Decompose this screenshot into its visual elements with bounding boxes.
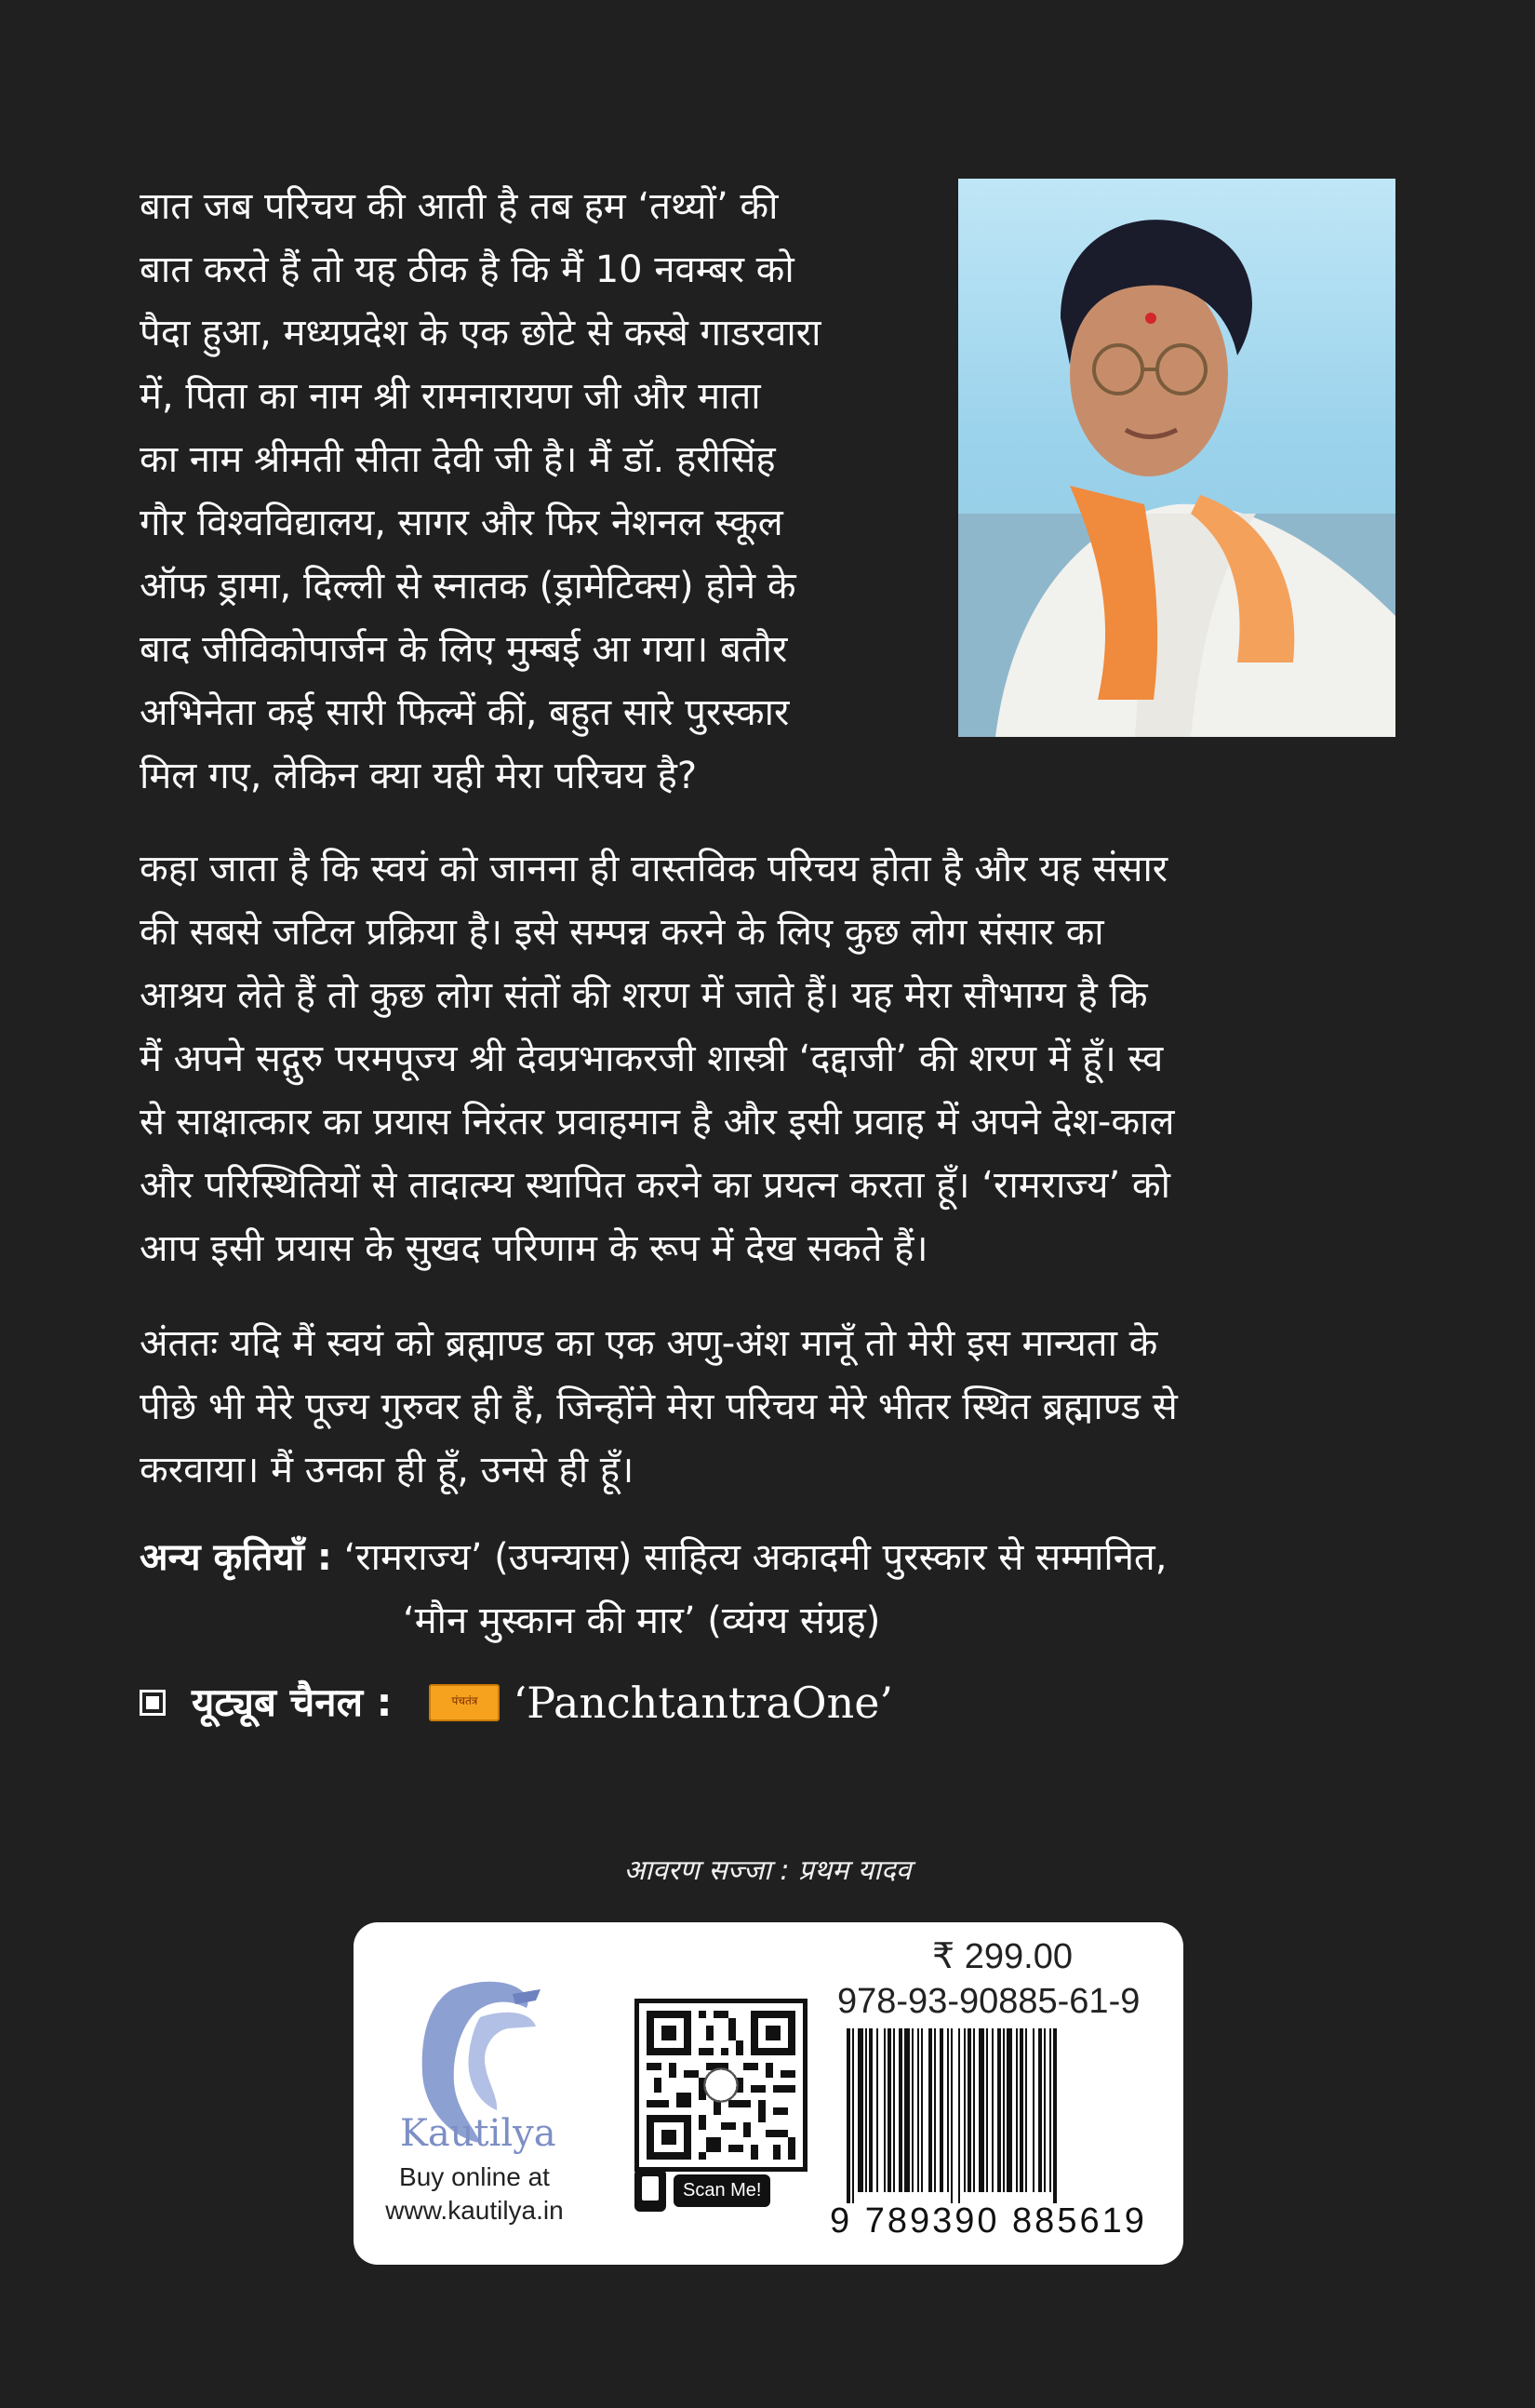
isbn: 978-93-90885-61-9 — [837, 1982, 1141, 2021]
paragraph-line: से साक्षात्कार का प्रयास निरंतर प्रवाहमान है और इसी प्रवाह में अपने देश-काल — [140, 1101, 1175, 1144]
intro-line: बात जब परिचय की आती है तब हम ‘तथ्यों’ की — [140, 185, 779, 228]
barcode-bar — [958, 2028, 960, 2203]
barcode-bar — [865, 2028, 867, 2192]
barcode-bar — [964, 2028, 966, 2192]
intro-line: का नाम श्रीमती सीता देवी जी है। मैं डॉ. हरीसिंह — [140, 438, 776, 481]
youtube-channel-name[interactable]: ‘PanchtantraOne’ — [513, 1678, 894, 1728]
barcode-bar — [852, 2028, 854, 2203]
closing-paragraph — [140, 1312, 1397, 1502]
barcode-bar — [904, 2028, 910, 2192]
buy-online-line: Buy online at — [399, 2162, 550, 2191]
scan-me-label: Scan Me! — [674, 2174, 770, 2207]
paragraph-line: की सबसे जटिल प्रक्रिया है। इसे सम्पन्न करने के लिए कुछ लोग संसार का — [140, 911, 1104, 954]
barcode-bar — [997, 2028, 1001, 2192]
barcode-bar — [893, 2028, 895, 2192]
youtube-channel — [140, 1675, 893, 1731]
buy-online-text — [376, 2161, 573, 2227]
intro-line: बात करते हैं तो यह ठीक है कि मैं 10 नवम्बर को — [140, 248, 794, 291]
intro-line: में, पिता का नाम श्री रामनारायण जी और माता — [140, 375, 761, 418]
youtube-label: यूट्यूब चैनल : — [192, 1679, 393, 1725]
barcode-bar — [921, 2028, 923, 2192]
barcode-bar — [1033, 2028, 1034, 2192]
barcode-bar — [1007, 2028, 1012, 2192]
other-works — [140, 1526, 1405, 1652]
author-intro-paragraph — [140, 175, 921, 808]
phone-icon — [634, 2169, 666, 2212]
barcode-bar — [1020, 2028, 1023, 2192]
barcode-bar — [979, 2028, 984, 2192]
self-knowledge-paragraph — [140, 837, 1397, 1280]
barcode-bar — [847, 2028, 850, 2203]
barcode-bar — [884, 2028, 886, 2192]
other-works-line: ‘मौन मुस्कान की मार’ (व्यंग्य संग्रह) — [403, 1599, 881, 1642]
barcode-bar — [951, 2028, 953, 2203]
barcode-bar — [968, 2028, 971, 2192]
publisher-name: Kautilya — [400, 2112, 556, 2155]
intro-line: गौर विश्वविद्यालय, सागर और फिर नेशनल स्कूल — [140, 502, 783, 544]
qr-pattern — [639, 2003, 803, 2167]
scan-me-row — [634, 2166, 808, 2214]
barcode-bar — [917, 2028, 919, 2192]
barcode-bar — [940, 2028, 943, 2192]
barcode-bar — [899, 2028, 902, 2192]
intro-line: मिल गए, लेकिन क्या यही मेरा परिचय है? — [140, 755, 698, 797]
price: ₹ 299.00 — [932, 1937, 1073, 1976]
bullet-square-icon — [140, 1690, 166, 1716]
barcode-digits: 9 789390 885619 — [830, 2201, 1147, 2241]
barcode-bar — [876, 2028, 878, 2192]
barcode-bar — [1053, 2028, 1057, 2203]
barcode-bar — [858, 2028, 863, 2192]
barcode-bar — [912, 2028, 914, 2192]
isbn-barcode — [845, 2028, 1142, 2203]
intro-line: ऑफ ड्रामा, दिल्ली से स्नातक (ड्रामेटिक्स) होने के — [140, 565, 796, 608]
intro-line: पैदा हुआ, मध्यप्रदेश के एक छोटे से कस्बे गाडरवारा — [140, 312, 821, 355]
author-portrait-illustration — [958, 179, 1395, 737]
barcode-bar — [1049, 2028, 1051, 2192]
barcode-bar — [1003, 2028, 1005, 2192]
barcode-bar — [947, 2028, 949, 2192]
paragraph-line: आप इसी प्रयास के सुखद परिणाम के रूप में देख सकते हैं। — [140, 1227, 928, 1270]
cover-design-credit: आवरण सज्जा : प्रथम यादव — [623, 1854, 912, 1887]
paragraph-line: आश्रय लेते हैं तो कुछ लोग संतों की शरण में जाते हैं। यह मेरा सौभाग्य है कि — [140, 974, 1148, 1017]
paragraph-line: और परिस्थितियों से तादात्म्य स्थापित करने का प्रयत्न करता हूँ। ‘रामराज्य’ को — [140, 1164, 1170, 1207]
barcode-bar — [973, 2028, 975, 2192]
intro-line: अभिनेता कई सारी फिल्में कीं, बहुत सारे पुरस्कार — [140, 691, 790, 734]
barcode-bar — [1044, 2028, 1046, 2192]
paragraph-line: अंततः यदि मैं स्वयं को ब्रह्माण्ड का एक अणु-अंश मानूँ तो मेरी इस मान्यता के — [140, 1322, 1158, 1365]
barcode-bar — [869, 2028, 873, 2192]
paragraph-line: करवाया। मैं उनका ही हूँ, उनसे ही हूँ। — [140, 1449, 634, 1492]
barcode-bar — [1016, 2028, 1018, 2192]
barcode-bar — [1038, 2028, 1042, 2192]
qr-code[interactable] — [634, 1999, 808, 2172]
other-works-line: ‘रामराज्य’ (उपन्यास) साहित्य अकादमी पुरस्कार से सम्मानित, — [343, 1536, 1168, 1579]
barcode-bar — [934, 2028, 936, 2192]
publisher-url[interactable]: www.kautilya.in — [385, 2196, 564, 2225]
panchtantra-logo-icon: पंचतंत्र — [429, 1684, 500, 1721]
barcode-bar — [928, 2028, 932, 2192]
intro-line: बाद जीविकोपार्जन के लिए मुम्बई आ गया। बतौर — [140, 628, 788, 671]
barcode-bar — [888, 2028, 891, 2192]
paragraph-line: पीछे भी मेरे पूज्य गुरुवर ही हैं, जिन्होंने मेरा परिचय मेरे भीतर स्थित ब्रह्माण्ड से — [140, 1385, 1178, 1428]
author-photo — [958, 179, 1395, 737]
barcode-bar — [992, 2028, 994, 2192]
barcode-bar — [1025, 2028, 1027, 2192]
paragraph-line: कहा जाता है कि स्वयं को जानना ही वास्तविक परिचय होता है और यह संसार — [140, 848, 1168, 890]
barcode-card — [354, 1922, 1183, 2265]
paragraph-line: मैं अपने सद्गुरु परमपूज्य श्री देवप्रभाकरजी शास्त्री ‘दद्दाजी’ की शरण में हूँ। स्व — [140, 1037, 1164, 1080]
other-works-label: अन्य कृतियाँ : — [140, 1536, 332, 1579]
barcode-bar — [986, 2028, 988, 2192]
